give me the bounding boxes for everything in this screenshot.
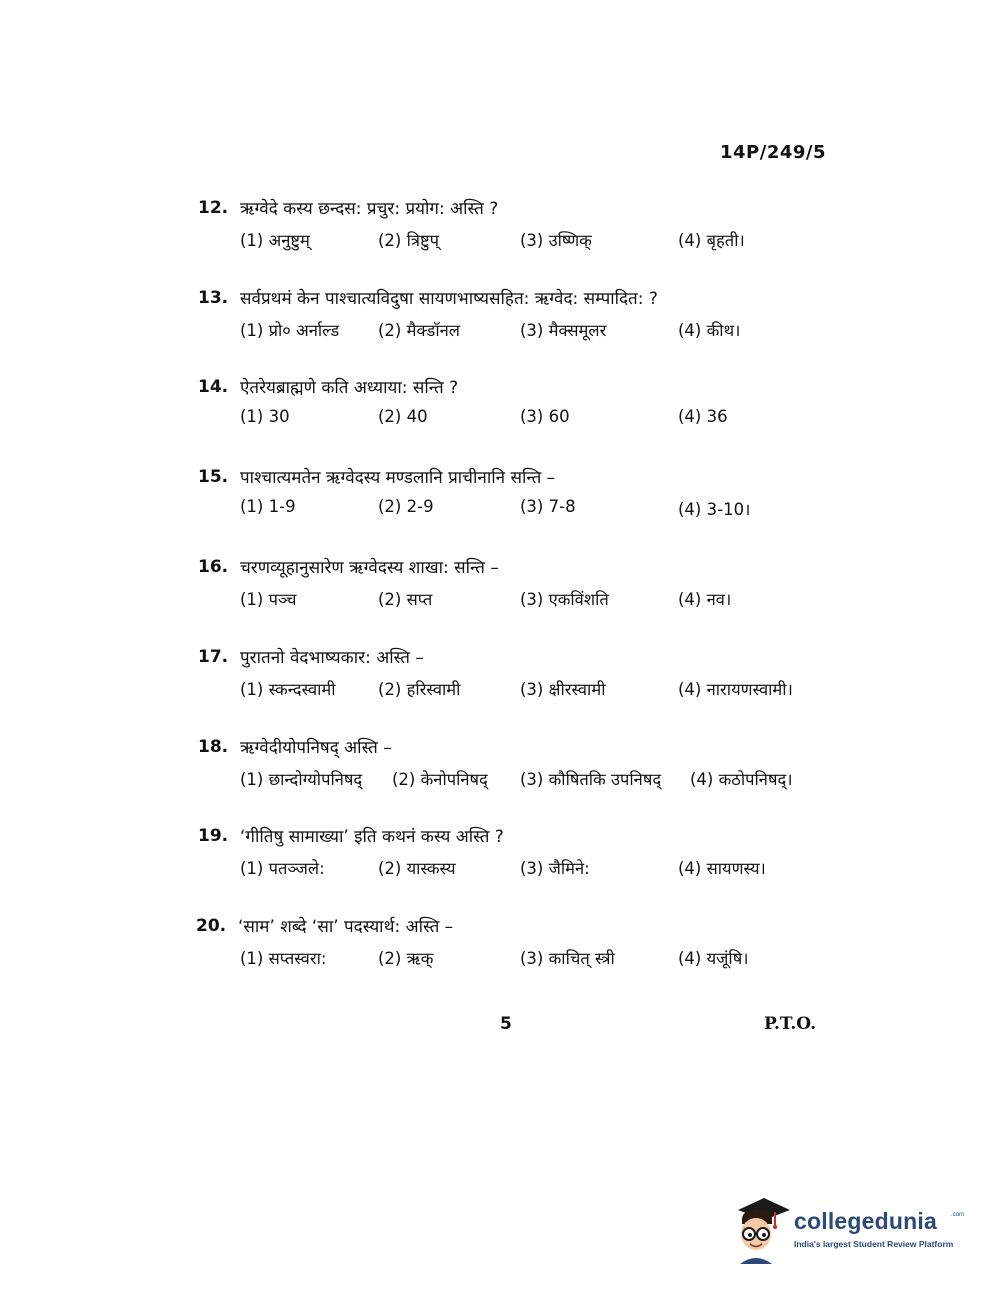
option-2: (2) सप्त bbox=[378, 590, 433, 609]
question-16 bbox=[0, 557, 993, 637]
question-text: ऐतरेयब्राह्मणे कति अध्याया: सन्ति ? bbox=[240, 378, 459, 398]
page-code: 14P/249/5 bbox=[720, 142, 826, 163]
option-3: (3) 60 bbox=[520, 407, 570, 426]
option-2: (2) मैक्डॉनल bbox=[378, 321, 460, 340]
question-text: चरणव्यूहानुसारेण ऋग्वेदस्य शाखा: सन्ति – bbox=[240, 558, 499, 578]
option-4: (4) नारायणस्वामी। bbox=[678, 680, 793, 699]
question-text: पुरातनो वेदभाष्यकार: अस्ति – bbox=[240, 648, 424, 668]
question-14 bbox=[0, 377, 993, 457]
option-4: (4) यजूंषि। bbox=[678, 949, 749, 968]
option-4: (4) 3-10। bbox=[678, 500, 751, 519]
student-mascot-icon bbox=[734, 1194, 790, 1266]
question-text: ‘साम’ शब्दे ‘सा’ पदस्यार्थ: अस्ति – bbox=[238, 917, 454, 937]
question-17 bbox=[0, 647, 993, 727]
option-1: (1) 1-9 bbox=[240, 497, 296, 516]
option-3: (3) उष्णिक् bbox=[520, 231, 592, 250]
question-number: 19. bbox=[198, 826, 229, 846]
question-number: 15. bbox=[198, 467, 229, 487]
option-3: (3) एकविंशति bbox=[520, 590, 609, 609]
question-number: 13. bbox=[198, 288, 229, 308]
option-2: (2) केनोपनिषद् bbox=[392, 770, 488, 789]
option-1: (1) स्कन्दस्वामी bbox=[240, 680, 336, 699]
option-3: (3) मैक्समूलर bbox=[520, 321, 607, 340]
question-12 bbox=[0, 198, 993, 278]
option-3: (3) 7-8 bbox=[520, 497, 576, 516]
question-number: 16. bbox=[198, 557, 229, 577]
logo-domain: .com bbox=[951, 1212, 965, 1218]
option-2: (2) 2-9 bbox=[378, 497, 434, 516]
option-1: (1) अनुष्टुम् bbox=[240, 231, 310, 250]
question-19 bbox=[0, 826, 993, 906]
option-1: (1) प्रो० अर्नाल्ड bbox=[240, 321, 340, 340]
option-2: (2) यास्कस्य bbox=[378, 859, 456, 878]
question-text: ऋग्वेदे कस्य छन्दस: प्रचुर: प्रयोग: अस्ति ? bbox=[240, 199, 499, 219]
question-number: 17. bbox=[198, 647, 229, 667]
option-2: (2) हरिस्वामी bbox=[378, 680, 461, 699]
question-text: सर्वप्रथमं केन पाश्चात्यविदुषा सायणभाष्यसहित: ऋग्वेद: सम्पादित: ? bbox=[240, 289, 658, 309]
question-number: 18. bbox=[198, 737, 229, 757]
option-4: (4) बृहती। bbox=[678, 231, 745, 250]
option-2: (2) 40 bbox=[378, 407, 428, 426]
option-1: (1) छान्दोग्योपनिषद् bbox=[240, 770, 363, 789]
option-4: (4) कठोपनिषद्। bbox=[690, 770, 793, 789]
option-4: (4) नव। bbox=[678, 590, 732, 609]
question-text: ऋग्वेदीयोपनिषद् अस्ति – bbox=[240, 738, 392, 758]
option-3: (3) जैमिने: bbox=[520, 859, 590, 878]
page-number: 5 bbox=[500, 1014, 512, 1034]
option-3: (3) क्षीरस्वामी bbox=[520, 680, 606, 699]
question-number: 12. bbox=[198, 198, 229, 218]
question-number: 14. bbox=[198, 377, 229, 397]
option-3: (3) काचित् स्त्री bbox=[520, 949, 615, 968]
question-13 bbox=[0, 288, 993, 368]
collegedunia-logo[interactable] bbox=[734, 1194, 964, 1266]
option-2: (2) ऋक् bbox=[378, 949, 434, 968]
option-2: (2) त्रिष्टुप् bbox=[378, 231, 440, 250]
logo-tagline: India's largest Student Review Platform bbox=[794, 1239, 954, 1249]
option-1: (1) सप्तस्वरा: bbox=[240, 949, 327, 968]
option-1: (1) पतञ्जले: bbox=[240, 859, 325, 878]
option-4: (4) कीथ। bbox=[678, 321, 741, 340]
question-number: 20. bbox=[196, 916, 227, 936]
question-18 bbox=[0, 737, 993, 817]
option-4: (4) 36 bbox=[678, 407, 728, 426]
logo-wordmark: collegedunia bbox=[794, 1208, 937, 1234]
option-4: (4) सायणस्य। bbox=[678, 859, 766, 878]
pto-label: P.T.O. bbox=[764, 1014, 816, 1034]
question-text: ‘गीतिषु सामाख्या’ इति कथनं कस्य अस्ति ? bbox=[240, 827, 504, 847]
question-20 bbox=[0, 916, 993, 996]
option-1: (1) पञ्च bbox=[240, 590, 297, 609]
question-15 bbox=[0, 467, 993, 547]
option-3: (3) कौषितकि उपनिषद् bbox=[520, 770, 662, 789]
question-text: पाश्चात्यमतेन ऋग्वेदस्य मण्डलानि प्राचीनानि सन्ति – bbox=[240, 468, 556, 488]
option-1: (1) 30 bbox=[240, 407, 290, 426]
